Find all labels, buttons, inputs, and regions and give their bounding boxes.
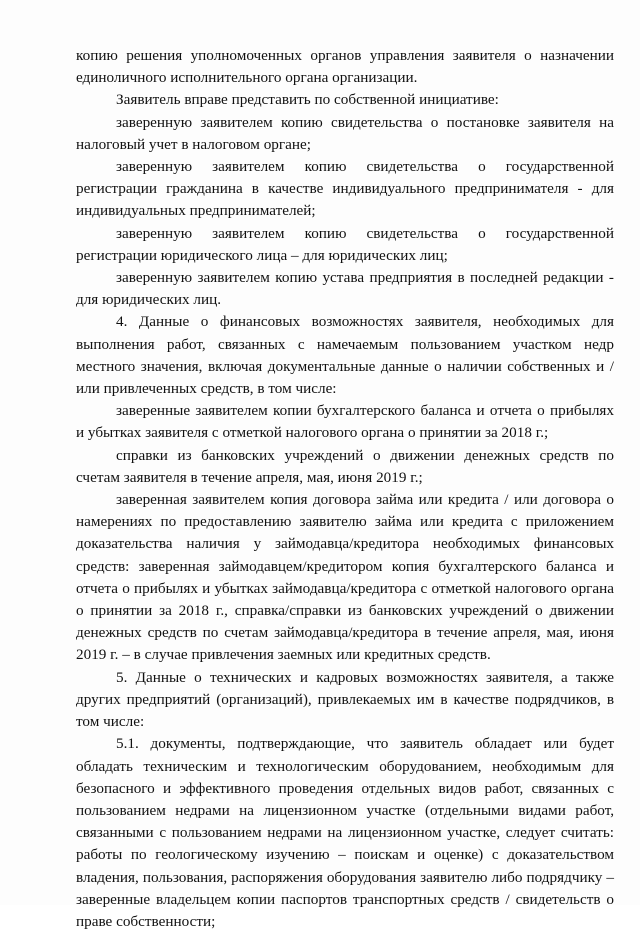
paragraph-section-5-1-equipment: 5.1. документы, подтверждающие, что заявитель обладает или будет обладать техническим и технологическим оборудованием, необходимым для безопасного и эффективного проведения отдельных видов работ, связанных с пользованием недрами на лицензионном участке (отдельными видами работ, связанными с пользованием недрами на лицензионном участке, следует считать: работы по геологическому изучению – поискам и оценке) с доказательством владения, пользования, распоряжения оборудования заявителю либо подрядчику – заверенные владельцем копии паспортов транспортных средств / свидетельств о праве собственности; xyxy=(76,735,614,930)
paragraph-tax-certificate: заверенную заявителем копию свидетельства о постановке заявителя на налоговый учет в налоговом органе; xyxy=(76,113,614,153)
paragraph-legal-entity-registration: заверенную заявителем копию свидетельства о государственной регистрации юридического лица – для юридических лиц; xyxy=(76,224,614,264)
paragraph-loan-agreement: заверенная заявителем копия договора займа или кредита / или договора о намерениях по предоставлению заявителю займа или кредита с приложением доказательства наличия у займодавца/кредитора необходимых финансовых средств: заверенная займодавцем/кредитором копия бухгалтерского баланса и отчета о прибылях и убытках займодавца/кредитора с отметкой налогового органа о принятии за 2018 г., справка/справки из банковских учреждений о движении денежных средств по счетам займодавца/кредитора в течение апреля, мая, июня 2019 г. – в случае привлечения заемных или кредитных средств. xyxy=(76,491,614,664)
paragraph-charter-copy: заверенную заявителем копию устава предприятия в последней редакции - для юридических лиц. xyxy=(76,269,614,309)
paragraph-bank-statements: справки из банковских учреждений о движении денежных средств по счетам заявителя в течение апреля, мая, июня 2019 г.; xyxy=(76,446,614,486)
paragraph-optional-intro: Заявитель вправе представить по собственной инициативе: xyxy=(116,91,499,109)
paragraph-executive-decision: копию решения уполномоченных органов управления заявителя о назначении единоличного исполнительного органа организации. xyxy=(76,47,614,87)
paragraph-balance-sheet: заверенные заявителем копии бухгалтерского баланса и отчета о прибылях и убытках заявителя с отметкой налогового органа о принятии за 2018 г.; xyxy=(76,402,614,442)
paragraph-section-5-technical: 5. Данные о технических и кадровых возможностях заявителя, а также других предприятий (организаций), привлекаемых им в качестве подрядчиков, в том числе: xyxy=(76,668,614,731)
paragraph-section-4-financial: 4. Данные о финансовых возможностях заявителя, необходимых для выполнения работ, связанных с намечаемым пользованием участком недр местного значения, включая документальные данные о наличии собственных и / или привлеченных средств, в том числе: xyxy=(76,313,614,398)
paragraph-individual-registration: заверенную заявителем копию свидетельства о государственной регистрации гражданина в качестве индивидуального предпринимателя - для индивидуальных предпринимателей; xyxy=(76,158,614,220)
